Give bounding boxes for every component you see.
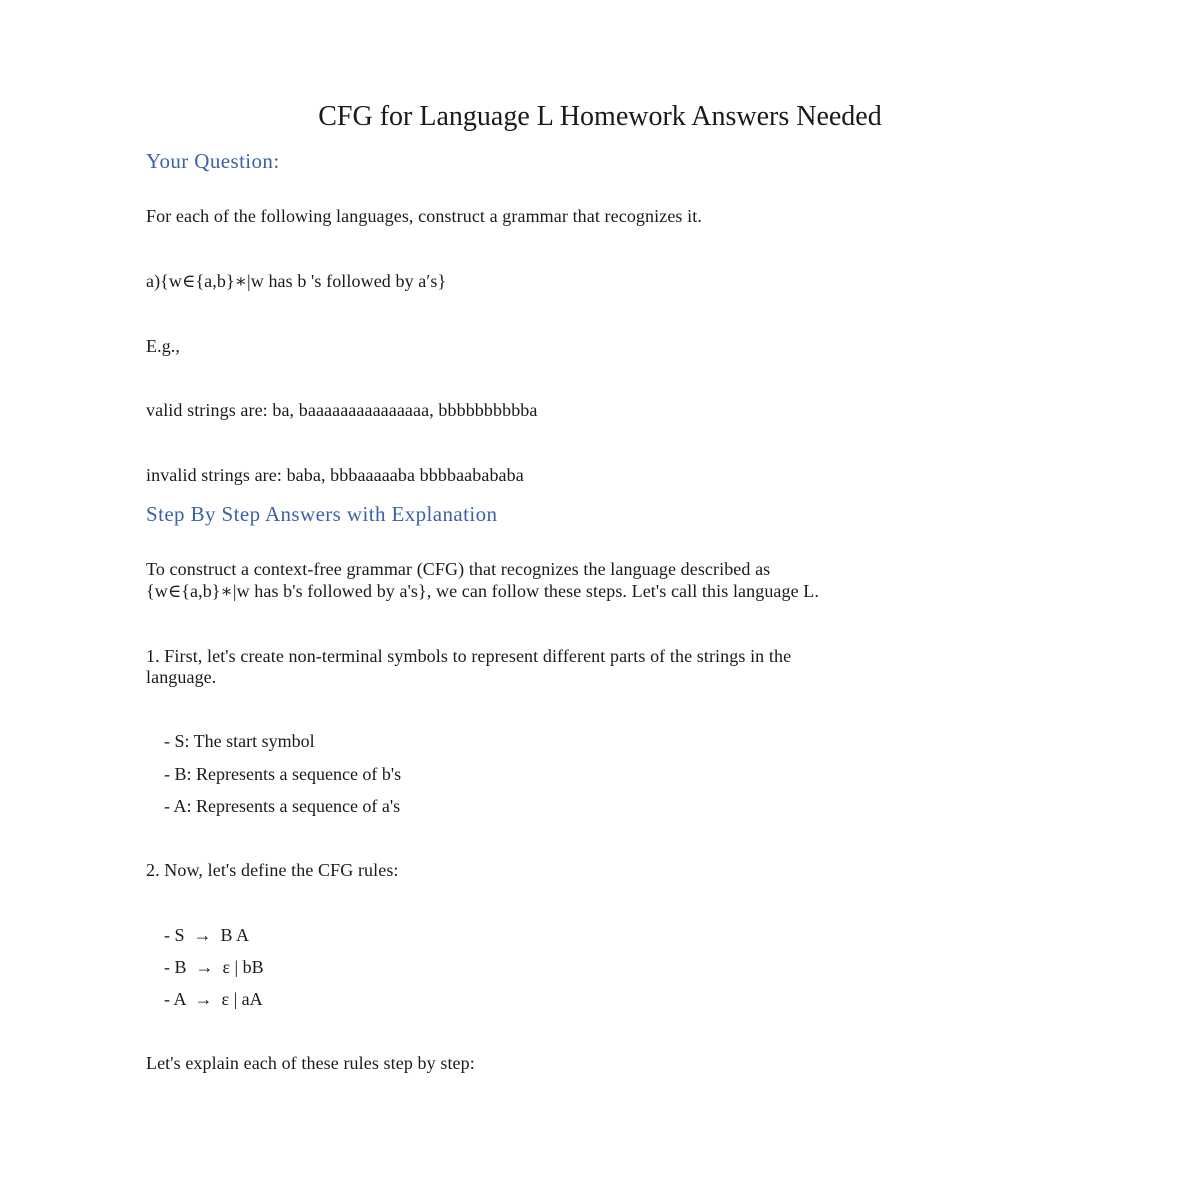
answer-intro-line-2: {w∈{a,b}∗|w has b's followed by a's}, we can follow these steps. Let's call this language L. (146, 581, 820, 601)
example-label: E.g., (146, 336, 180, 356)
symbol-item: - B: Represents a sequence of b's (164, 764, 402, 784)
answer-intro-line-1: To construct a context-free grammar (CFG) that recognizes the language described as (146, 559, 771, 579)
invalid-strings: invalid strings are: baba, bbbaaaaaba bbbbaabababa (146, 465, 524, 485)
question-intro: For each of the following languages, construct a grammar that recognizes it. (146, 206, 702, 226)
rule-item: - B → ε | bB (164, 957, 264, 977)
symbol-item: - A: Represents a sequence of a's (164, 796, 401, 816)
rule-item: - S → B A (164, 925, 250, 945)
question-heading: Your Question: (146, 149, 280, 173)
valid-strings: valid strings are: ba, baaaaaaaaaaaaaaa, bbbbbbbbbba (146, 400, 538, 420)
page-title: CFG for Language L Homework Answers Needed (318, 101, 882, 132)
rule-item: - A → ε | aA (164, 989, 263, 1009)
explanation-intro: Let's explain each of these rules step by step: (146, 1053, 475, 1073)
step-2: 2. Now, let's define the CFG rules: (146, 860, 399, 880)
step-1-line-2: language. (146, 667, 217, 687)
symbol-item: - S: The start symbol (164, 731, 315, 751)
question-part-a: a){w∈{a,b}∗|w has b 's followed by a′s} (146, 271, 447, 291)
answer-heading: Step By Step Answers with Explanation (146, 502, 498, 526)
step-1-line-1: 1. First, let's create non-terminal symbols to represent different parts of the strings in the (146, 646, 792, 666)
